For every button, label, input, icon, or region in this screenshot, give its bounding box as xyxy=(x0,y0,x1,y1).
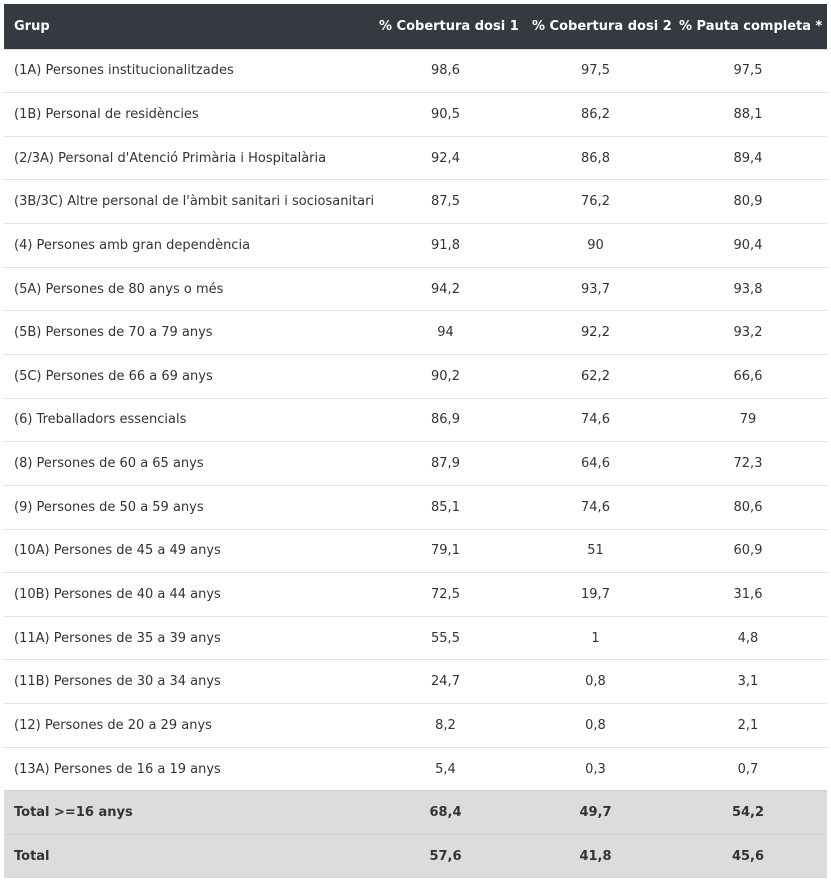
cell-group: (2/3A) Personal d'Atenció Primària i Hospitalària xyxy=(4,136,369,180)
total-dose-2: 41,8 xyxy=(522,835,669,879)
cell-dose-1: 90,2 xyxy=(369,354,522,398)
cell-dose-2: 51 xyxy=(522,529,669,573)
header-row xyxy=(4,4,827,49)
cell-full-schedule: 80,6 xyxy=(669,485,827,529)
cell-dose-1: 85,1 xyxy=(369,485,522,529)
total-row-all xyxy=(4,835,827,879)
table-row xyxy=(4,354,827,398)
cell-dose-1: 91,8 xyxy=(369,224,522,268)
cell-group: (10B) Persones de 40 a 44 anys xyxy=(4,573,369,617)
cell-full-schedule: 0,7 xyxy=(669,747,827,791)
cell-full-schedule: 89,4 xyxy=(669,136,827,180)
cell-full-schedule: 93,2 xyxy=(669,311,827,355)
cell-group: (11B) Persones de 30 a 34 anys xyxy=(4,660,369,704)
cell-full-schedule: 2,1 xyxy=(669,704,827,748)
table-body xyxy=(4,49,827,878)
cell-dose-2: 0,8 xyxy=(522,660,669,704)
cell-dose-1: 94,2 xyxy=(369,267,522,311)
cell-dose-1: 90,5 xyxy=(369,93,522,137)
table-row xyxy=(4,485,827,529)
cell-full-schedule: 31,6 xyxy=(669,573,827,617)
header-full-schedule: % Pauta completa * xyxy=(669,4,827,49)
cell-dose-1: 24,7 xyxy=(369,660,522,704)
cell-group: (6) Treballadors essencials xyxy=(4,398,369,442)
cell-dose-2: 19,7 xyxy=(522,573,669,617)
table-header xyxy=(4,4,827,49)
table-row xyxy=(4,267,827,311)
coverage-table-container xyxy=(4,4,827,878)
cell-full-schedule: 88,1 xyxy=(669,93,827,137)
cell-group: (8) Persones de 60 a 65 anys xyxy=(4,442,369,486)
table-row xyxy=(4,573,827,617)
total-dose-1: 57,6 xyxy=(369,835,522,879)
header-dose-1: % Cobertura dosi 1 xyxy=(369,4,522,49)
cell-dose-2: 0,3 xyxy=(522,747,669,791)
total-dose-1: 68,4 xyxy=(369,791,522,835)
total-label: Total xyxy=(4,835,369,879)
cell-dose-2: 62,2 xyxy=(522,354,669,398)
cell-dose-2: 93,7 xyxy=(522,267,669,311)
cell-dose-2: 86,8 xyxy=(522,136,669,180)
cell-group: (1B) Personal de residències xyxy=(4,93,369,137)
total-full-schedule: 45,6 xyxy=(669,835,827,879)
table-row xyxy=(4,49,827,93)
cell-dose-1: 86,9 xyxy=(369,398,522,442)
cell-group: (4) Persones amb gran dependència xyxy=(4,224,369,268)
cell-dose-2: 76,2 xyxy=(522,180,669,224)
cell-group: (5B) Persones de 70 a 79 anys xyxy=(4,311,369,355)
table-row xyxy=(4,224,827,268)
cell-dose-1: 8,2 xyxy=(369,704,522,748)
coverage-table xyxy=(4,4,827,878)
cell-group: (11A) Persones de 35 a 39 anys xyxy=(4,616,369,660)
table-row xyxy=(4,180,827,224)
cell-full-schedule: 80,9 xyxy=(669,180,827,224)
cell-dose-1: 94 xyxy=(369,311,522,355)
cell-dose-2: 74,6 xyxy=(522,398,669,442)
cell-group: (13A) Persones de 16 a 19 anys xyxy=(4,747,369,791)
table-row xyxy=(4,398,827,442)
cell-dose-1: 92,4 xyxy=(369,136,522,180)
cell-dose-2: 92,2 xyxy=(522,311,669,355)
cell-group: (10A) Persones de 45 a 49 anys xyxy=(4,529,369,573)
cell-dose-1: 5,4 xyxy=(369,747,522,791)
total-full-schedule: 54,2 xyxy=(669,791,827,835)
cell-dose-1: 72,5 xyxy=(369,573,522,617)
cell-dose-2: 74,6 xyxy=(522,485,669,529)
cell-dose-2: 86,2 xyxy=(522,93,669,137)
cell-dose-2: 0,8 xyxy=(522,704,669,748)
cell-dose-2: 64,6 xyxy=(522,442,669,486)
table-row xyxy=(4,93,827,137)
cell-full-schedule: 93,8 xyxy=(669,267,827,311)
cell-full-schedule: 60,9 xyxy=(669,529,827,573)
table-row xyxy=(4,136,827,180)
table-row xyxy=(4,747,827,791)
cell-full-schedule: 66,6 xyxy=(669,354,827,398)
header-dose-2: % Cobertura dosi 2 xyxy=(522,4,669,49)
cell-dose-1: 79,1 xyxy=(369,529,522,573)
cell-group: (5A) Persones de 80 anys o més xyxy=(4,267,369,311)
cell-group: (3B/3C) Altre personal de l'àmbit sanitari i sociosanitari xyxy=(4,180,369,224)
total-row-16-plus xyxy=(4,791,827,835)
cell-group: (9) Persones de 50 a 59 anys xyxy=(4,485,369,529)
total-label: Total >=16 anys xyxy=(4,791,369,835)
table-row xyxy=(4,616,827,660)
table-row xyxy=(4,311,827,355)
table-row xyxy=(4,529,827,573)
table-row xyxy=(4,660,827,704)
cell-dose-1: 55,5 xyxy=(369,616,522,660)
cell-dose-2: 1 xyxy=(522,616,669,660)
cell-full-schedule: 79 xyxy=(669,398,827,442)
header-group: Grup xyxy=(4,4,369,49)
total-dose-2: 49,7 xyxy=(522,791,669,835)
cell-dose-2: 97,5 xyxy=(522,49,669,93)
cell-dose-1: 87,5 xyxy=(369,180,522,224)
cell-full-schedule: 4,8 xyxy=(669,616,827,660)
cell-full-schedule: 72,3 xyxy=(669,442,827,486)
cell-group: (1A) Persones institucionalitzades xyxy=(4,49,369,93)
cell-full-schedule: 90,4 xyxy=(669,224,827,268)
cell-full-schedule: 3,1 xyxy=(669,660,827,704)
cell-dose-1: 87,9 xyxy=(369,442,522,486)
table-row xyxy=(4,442,827,486)
cell-dose-1: 98,6 xyxy=(369,49,522,93)
cell-group: (12) Persones de 20 a 29 anys xyxy=(4,704,369,748)
table-row xyxy=(4,704,827,748)
cell-full-schedule: 97,5 xyxy=(669,49,827,93)
cell-dose-2: 90 xyxy=(522,224,669,268)
cell-group: (5C) Persones de 66 a 69 anys xyxy=(4,354,369,398)
